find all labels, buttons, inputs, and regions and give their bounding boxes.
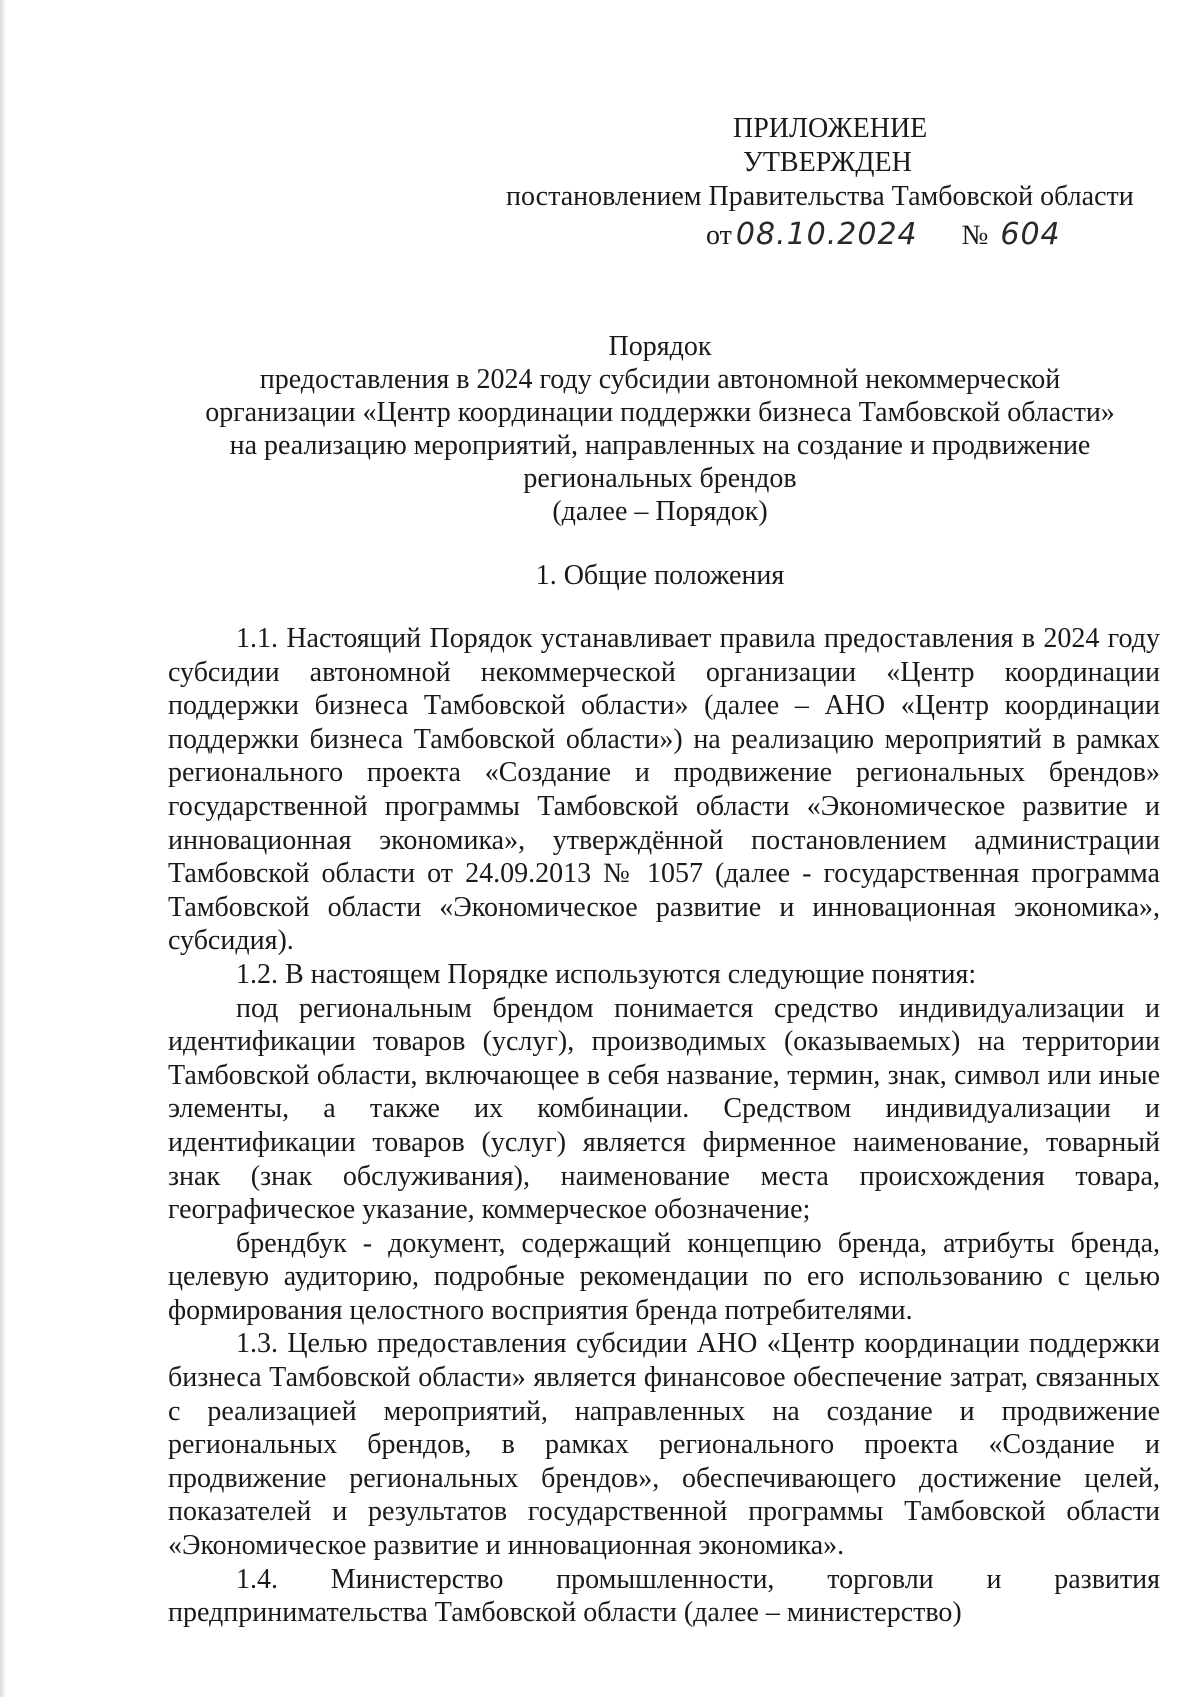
definition-regional-brand: под региональным брендом понимается средство индивидуализации и идентификации товаров (услуг), производимых (оказываемых) на территории Тамбовской области, включающее в себя название, термин, знак, символ или иные элементы, а также их комбинации. Средством индивидуализации и идентификации товаров (услуг) является фирменное наименование, товарный знак (знак обслуживания), наименование места происхождения товара, географическое указание, коммерческое обозначение; [168,992,1160,1226]
document-body [168,622,1160,1630]
decree-line: постановлением Правительства Тамбовской области [506,181,1134,212]
date-prefix: от [706,220,732,251]
handwritten-number: 604 [1000,217,1061,252]
number-label: № [961,220,989,251]
scan-edge-shadow [0,0,6,1697]
approved-heading: УТВЕРЖДЕН [743,147,912,178]
title-line: предоставления в 2024 году субсидии автономной некоммерческой [259,364,1061,395]
title-line: на реализацию мероприятий, направленных на создание и продвижение [229,430,1091,461]
paragraph-1-1: 1.1. Настоящий Порядок устанавливает правила предоставления в 2024 году субсидии автономной некоммерческой организации «Центр координации поддержки бизнеса Тамбовской области» (далее – АНО «Центр координации поддержки бизнеса Тамбовской области») на реализацию мероприятий в рамках регионального проекта «Создание и продвижение региональных брендов» государственной программы Тамбовской области «Экономическое развитие и инновационная экономика», утверждённой постановлением администрации Тамбовской области от 24.09.2013 № 1057 (далее - государственная программа Тамбовской области «Экономическое развитие и инновационная экономика», субсидия). [168,623,1160,957]
definition-brandbook: брендбук - документ, содержащий концепцию бренда, атрибуты бренда, целевую аудиторию, подробные рекомендации по его использованию с целью формирования целостного восприятия бренда потребителями. [168,1227,1160,1326]
appendix-heading: ПРИЛОЖЕНИЕ [733,113,928,144]
approval-stamp-block [500,112,1160,253]
title-line: региональных брендов [523,463,797,494]
paragraph-1-3: 1.3. Целью предоставления субсидии АНО «Центр координации поддержки бизнеса Тамбовской области» является финансовое обеспечение затрат, связанных с реализацией мероприятий, направленных на создание и продвижение региональных брендов, в рамках регионального проекта «Создание и продвижение региональных брендов», обеспечивающего достижение целей, показателей и результатов государственной программы Тамбовской области «Экономическое развитие и инновационная экономика». [168,1328,1160,1562]
title-line: Порядок [608,331,712,362]
title-line: (далее – Порядок) [552,496,768,527]
document-title [160,330,1160,528]
paragraph-1-2: 1.2. В настоящем Порядке используются следующие понятия: [236,958,977,990]
paragraph-1-4: 1.4. Министерство промышленности, торговли и развития предпринимательства Тамбовской области (далее – министерство) [168,1563,1160,1629]
handwritten-date: 08.10.2024 [735,217,918,252]
date-number-line [500,218,1160,253]
title-line: организации «Центр координации поддержки бизнеса Тамбовской области» [205,397,1115,428]
section-heading: 1. Общие положения [535,560,785,591]
